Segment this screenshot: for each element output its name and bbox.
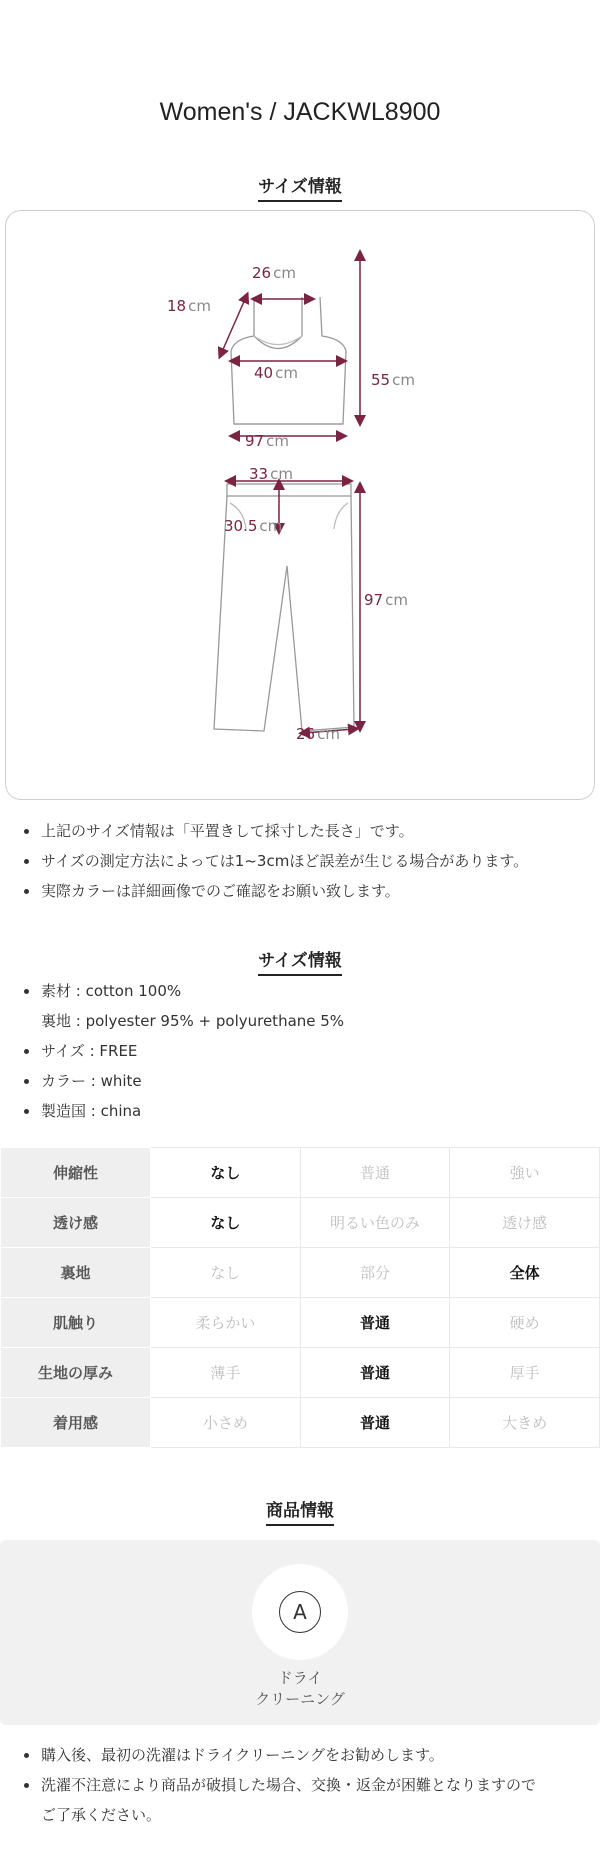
- table-row: [1, 1148, 600, 1198]
- dim-chest-width: 40 cm: [254, 364, 298, 382]
- table-row: [1, 1248, 600, 1298]
- spec-option: 普通: [300, 1348, 450, 1398]
- list-item: 洗濯不注意により商品が破損した場合、交換・返金が困難となりますので: [22, 1770, 582, 1800]
- product-info-heading: 商品情報: [0, 1496, 600, 1526]
- spec-option: 強い: [450, 1148, 600, 1198]
- table-row: [1, 1398, 600, 1448]
- size-diagram: [5, 210, 595, 800]
- size-info-heading: サイズ情報: [0, 172, 600, 202]
- list-item: 製造国 : china: [22, 1096, 582, 1126]
- spec-option: 明るい色のみ: [300, 1198, 450, 1248]
- garment-drawing: [6, 211, 596, 801]
- spec-option: 柔らかい: [151, 1298, 301, 1348]
- table-row: [1, 1298, 600, 1348]
- dim-shoulder-width: 26 cm: [252, 264, 296, 282]
- care-instructions-box: [0, 1540, 600, 1725]
- size-notes-list: [22, 816, 582, 906]
- material-heading: サイズ情報: [0, 946, 600, 976]
- product-notes-list: [22, 1740, 582, 1830]
- spec-label: 伸縮性: [1, 1148, 151, 1198]
- spec-option: 全体: [450, 1248, 600, 1298]
- list-item: 購入後、最初の洗濯はドライクリーニングをお勧めします。: [22, 1740, 582, 1770]
- dim-waist-width: 33 cm: [249, 465, 293, 483]
- dim-strap-length: 18 cm: [167, 297, 211, 315]
- list-item: 上記のサイズ情報は「平置きして採寸した長さ」です。: [22, 816, 582, 846]
- table-row: [1, 1198, 600, 1248]
- spec-label: 肌触り: [1, 1298, 151, 1348]
- list-item: 実際カラーは詳細画像でのご確認をお願い致します。: [22, 876, 582, 906]
- spec-option: なし: [151, 1148, 301, 1198]
- list-item: サイズの測定方法によっては1~3cmほど誤差が生じる場合があります。: [22, 846, 582, 876]
- spec-option: 普通: [300, 1398, 450, 1448]
- list-item: ご了承ください。: [41, 1806, 162, 1824]
- list-item: 素材 : cotton 100%: [22, 976, 582, 1006]
- dim-leg-opening: 26 cm: [296, 725, 340, 743]
- dimension-lines: [221, 255, 360, 733]
- list-item: カラー : white: [22, 1066, 582, 1096]
- spec-option: 部分: [300, 1248, 450, 1298]
- care-label: ドライ クリーニング: [255, 1669, 345, 1708]
- list-item: 裏地 : polyester 95% + polyurethane 5%: [41, 1012, 345, 1030]
- spec-option: なし: [151, 1248, 301, 1298]
- spec-label: 裏地: [1, 1248, 151, 1298]
- spec-label: 着用感: [1, 1398, 151, 1448]
- dim-rise: 30.5 cm: [224, 517, 283, 535]
- dim-top-length: 55 cm: [371, 371, 415, 389]
- dim-pants-length: 97 cm: [364, 591, 408, 609]
- page-title: Women's / JACKWL8900: [159, 98, 441, 126]
- dry-clean-a-icon: A: [279, 1591, 321, 1633]
- spec-option: なし: [151, 1198, 301, 1248]
- spec-option: 硬め: [450, 1298, 600, 1348]
- spec-option: 大きめ: [450, 1398, 600, 1448]
- spec-label: 透け感: [1, 1198, 151, 1248]
- dim-hem-width: 97 cm: [245, 432, 289, 450]
- material-list: [22, 976, 582, 1126]
- spec-option: 透け感: [450, 1198, 600, 1248]
- table-row: [1, 1348, 600, 1398]
- spec-option: 小さめ: [151, 1398, 301, 1448]
- spec-option: 普通: [300, 1148, 450, 1198]
- spec-label: 生地の厚み: [1, 1348, 151, 1398]
- care-icon-circle: [252, 1564, 348, 1660]
- spec-option: 薄手: [151, 1348, 301, 1398]
- spec-option: 厚手: [450, 1348, 600, 1398]
- list-item: サイズ : FREE: [22, 1036, 582, 1066]
- fabric-spec-table: [0, 1147, 600, 1448]
- spec-option: 普通: [300, 1298, 450, 1348]
